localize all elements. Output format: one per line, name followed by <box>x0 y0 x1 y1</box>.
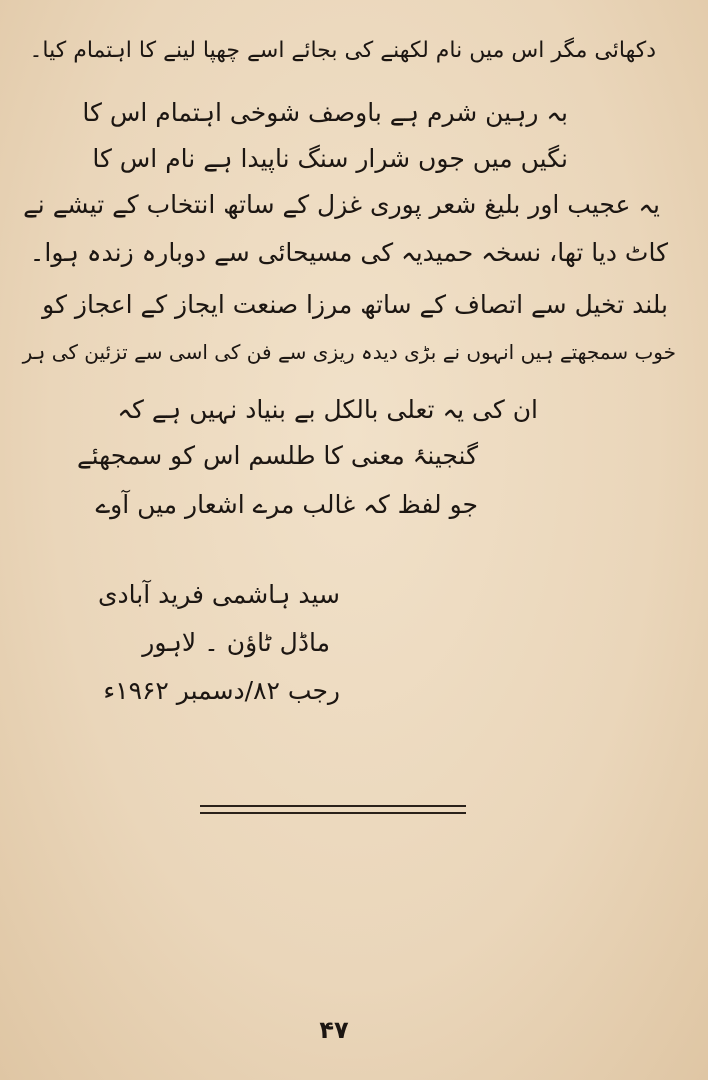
closing-verse-line-1: گنجینۂ معنی کا طلسم اس کو سمجھئے <box>76 441 478 470</box>
prose-line-2: یہ عجیب اور بلیغ شعر پوری غزل کے ساتھ انتخاب کے تیشے نے <box>23 190 660 219</box>
author-location: ماڈل ٹاؤن ۔ لاہور <box>142 628 330 657</box>
prose-line-3: کاٹ دیا تھا، نسخہ حمیدیہ کی مسیحائی سے دوبارہ زندہ ہوا۔ <box>29 238 668 267</box>
page-number: ۴۷ <box>319 1016 349 1044</box>
quoted-verse-line-2: نگیں میں جوں شرار سنگ ناپیدا ہے نام اس کا <box>92 144 568 173</box>
signature-date: رجب ۸۲/دسمبر ۱۹۶۲ء <box>103 676 340 705</box>
divider-rule-bottom <box>200 812 466 814</box>
prose-line-6: ان کی یہ تعلی بالکل بے بنیاد نہیں ہے کہ <box>117 395 538 424</box>
prose-line-5: خوب سمجھتے ہیں انہوں نے بڑی دیدہ ریزی سے فن کی اسی سے تزئین کی ہر <box>22 340 676 364</box>
divider-rule-top <box>200 805 466 807</box>
quoted-verse-line-1: بہ رہین شرم ہے باوصف شوخی اہتمام اس کا <box>82 98 568 127</box>
closing-verse-line-2: جو لفظ کہ غالب مرے اشعار میں آوے <box>95 490 478 519</box>
prose-line-4: بلند تخیل سے اتصاف کے ساتھ مرزا صنعت ایجاز کے اعجاز کو <box>42 290 668 319</box>
prose-line-1: دکھائی مگر اس میں نام لکھنے کی بجائے اسے چھپا لینے کا اہتمام کیا۔ <box>29 38 656 63</box>
author-name: سید ہاشمی فرید آبادی <box>97 580 340 609</box>
